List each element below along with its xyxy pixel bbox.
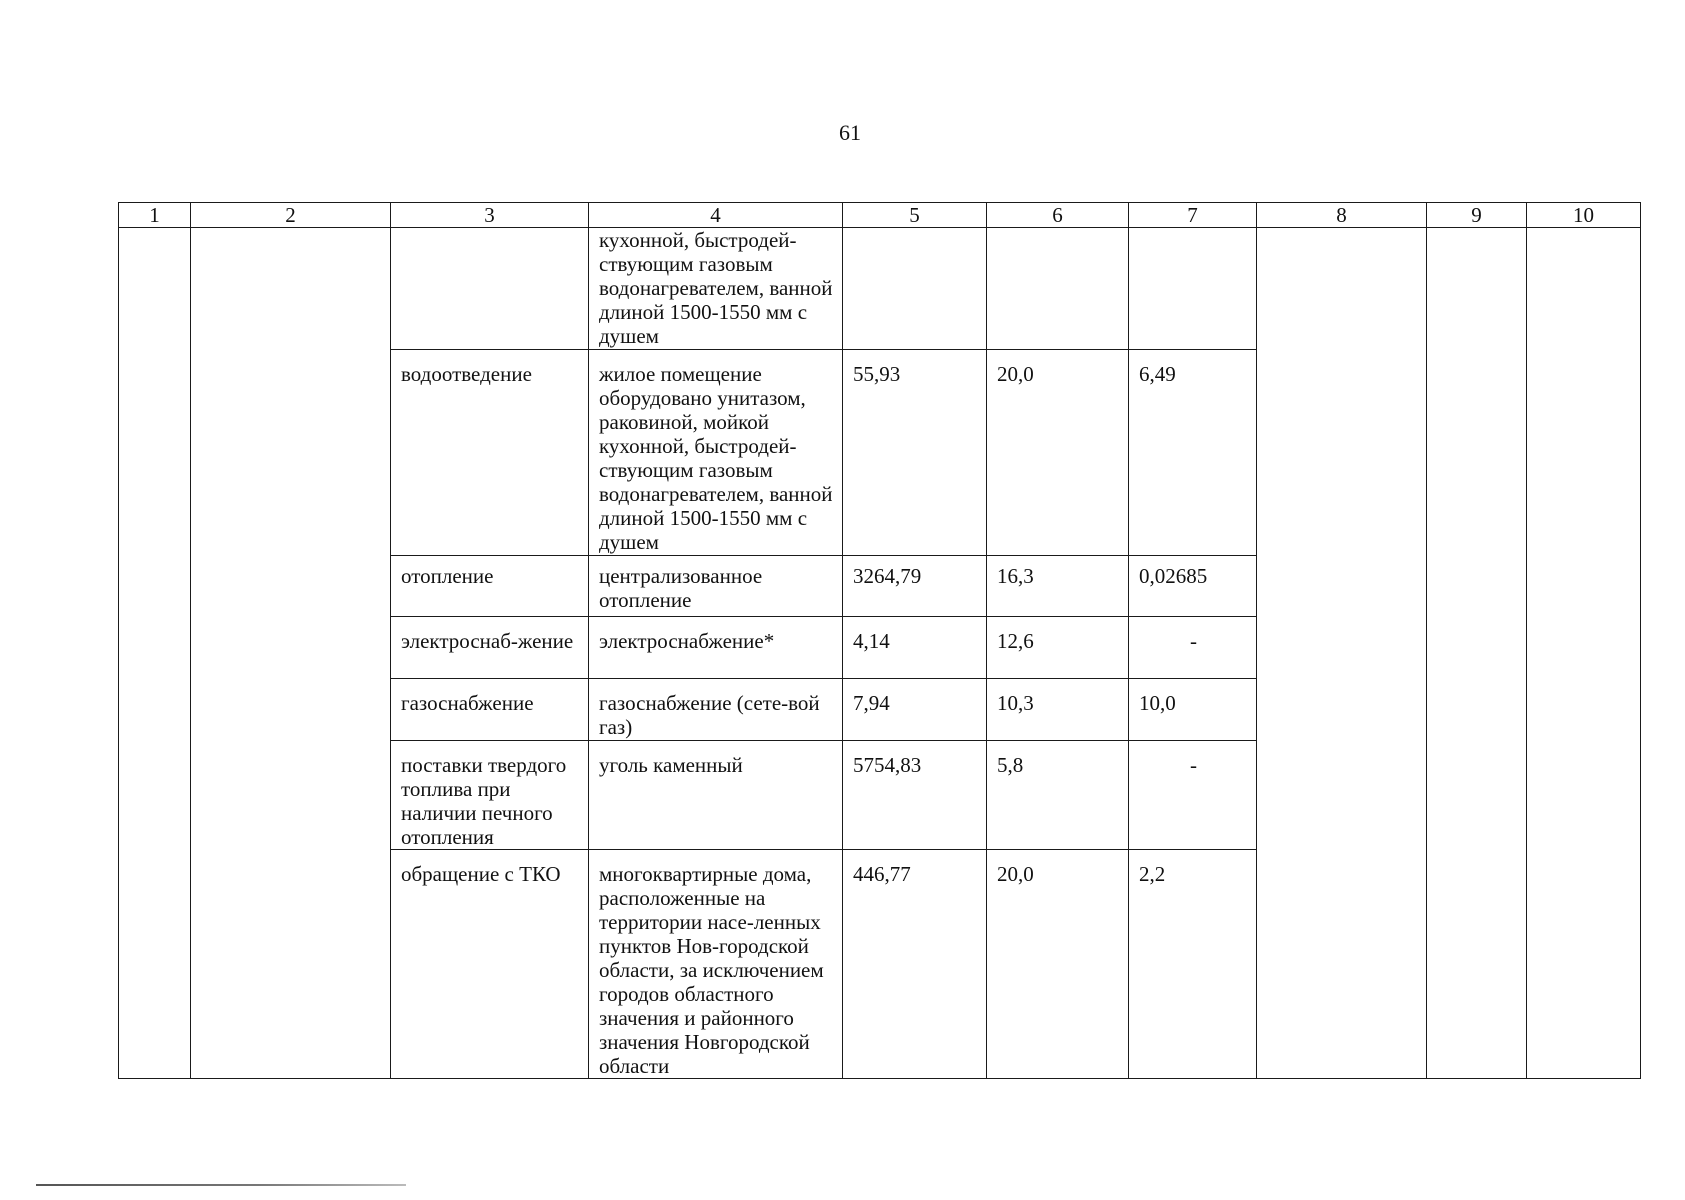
service-text: обращение с ТКО <box>401 862 561 886</box>
value-col6: 10,3 <box>997 691 1034 715</box>
cell-col2-merged <box>191 228 391 1079</box>
value-col5: 5754,83 <box>853 753 922 777</box>
header-col-9: 9 <box>1427 203 1527 228</box>
cell-col10-merged <box>1527 228 1641 1079</box>
page-number: 61 <box>839 120 861 145</box>
cell-col5 <box>843 350 987 556</box>
value-col7: 0,02685 <box>1139 564 1208 588</box>
service-text: поставки твердого топлива при наличии печного отопления <box>401 753 567 849</box>
description-text: уголь каменный <box>599 753 743 777</box>
header-col-5: 5 <box>843 203 987 228</box>
description-text: электроснабжение* <box>599 629 775 653</box>
cell-col5 <box>843 741 987 850</box>
cell-col7 <box>1129 850 1257 1079</box>
description-text: газоснабжение (сете-вой газ) <box>599 691 820 739</box>
header-col-10: 10 <box>1527 203 1641 228</box>
cell-description <box>589 556 843 617</box>
description-text: многоквартирные дома, расположенные на территории насе-ленных пунктов Нов-городской области, за исключением городов областного значения и районного значения Новгородской области <box>599 862 824 1078</box>
scan-artifact-line <box>36 1184 406 1186</box>
cell-col5 <box>843 556 987 617</box>
header-col-1: 1 <box>119 203 191 228</box>
cell-col6-continuation <box>987 228 1129 350</box>
value-col7: 10,0 <box>1139 691 1176 715</box>
cell-col5 <box>843 850 987 1079</box>
cell-description-continuation <box>589 228 843 350</box>
cell-col6 <box>987 556 1129 617</box>
value-col5: 3264,79 <box>853 564 922 588</box>
cell-col6 <box>987 679 1129 741</box>
cell-description <box>589 350 843 556</box>
value-col5: 4,14 <box>853 629 890 653</box>
cell-description <box>589 617 843 679</box>
value-col6: 20,0 <box>997 862 1034 886</box>
value-col6: 20,0 <box>997 362 1034 386</box>
cell-col5 <box>843 617 987 679</box>
value-col7: 2,2 <box>1139 862 1166 886</box>
header-row <box>119 203 1641 228</box>
value-col7: 6,49 <box>1139 362 1176 386</box>
header-col-3: 3 <box>391 203 589 228</box>
cell-col7 <box>1129 679 1257 741</box>
cell-service <box>391 850 589 1079</box>
cell-service <box>391 556 589 617</box>
cell-col5-continuation <box>843 228 987 350</box>
service-text: отопление <box>401 564 494 588</box>
cell-col6 <box>987 741 1129 850</box>
cell-service <box>391 350 589 556</box>
cell-description <box>589 850 843 1079</box>
cell-service <box>391 679 589 741</box>
value-col7: - <box>1190 753 1197 777</box>
service-text: водоотведение <box>401 362 532 386</box>
cell-col9-merged <box>1427 228 1527 1079</box>
header-col-8: 8 <box>1257 203 1427 228</box>
header-col-6: 6 <box>987 203 1129 228</box>
description-text: кухонной, быстродей-ствующим газовым водонагревателем, ванной длиной 1500-1550 мм с душем <box>599 228 833 348</box>
cell-col6 <box>987 350 1129 556</box>
cell-col8-merged <box>1257 228 1427 1079</box>
service-text: электроснаб-жение <box>401 629 574 653</box>
value-col6: 12,6 <box>997 629 1034 653</box>
value-col5: 446,77 <box>853 862 911 886</box>
value-col6: 16,3 <box>997 564 1034 588</box>
cell-service <box>391 741 589 850</box>
cell-description <box>589 741 843 850</box>
table-row-continuation <box>119 228 1641 350</box>
cell-col6 <box>987 617 1129 679</box>
header-col-4: 4 <box>589 203 843 228</box>
cell-col7-continuation <box>1129 228 1257 350</box>
cell-col7 <box>1129 617 1257 679</box>
service-text: газоснабжение <box>401 691 534 715</box>
cell-col3-continuation <box>391 228 589 350</box>
cell-col7 <box>1129 741 1257 850</box>
cell-col1-merged <box>119 228 191 1079</box>
value-col6: 5,8 <box>997 753 1024 777</box>
header-col-7: 7 <box>1129 203 1257 228</box>
value-col5: 55,93 <box>853 362 901 386</box>
value-col5: 7,94 <box>853 691 890 715</box>
value-col7: - <box>1190 629 1197 653</box>
tariff-table <box>118 202 1641 1079</box>
cell-description <box>589 679 843 741</box>
description-text: централизованное отопление <box>599 564 763 612</box>
cell-col7 <box>1129 556 1257 617</box>
cell-col6 <box>987 850 1129 1079</box>
cell-service <box>391 617 589 679</box>
description-text: жилое помещение оборудовано унитазом, раковиной, мойкой кухонной, быстродей-ствующим газовым водонагревателем, ванной длиной 1500-1550 мм с душем <box>599 362 833 554</box>
cell-col7 <box>1129 350 1257 556</box>
cell-col5 <box>843 679 987 741</box>
header-col-2: 2 <box>191 203 391 228</box>
